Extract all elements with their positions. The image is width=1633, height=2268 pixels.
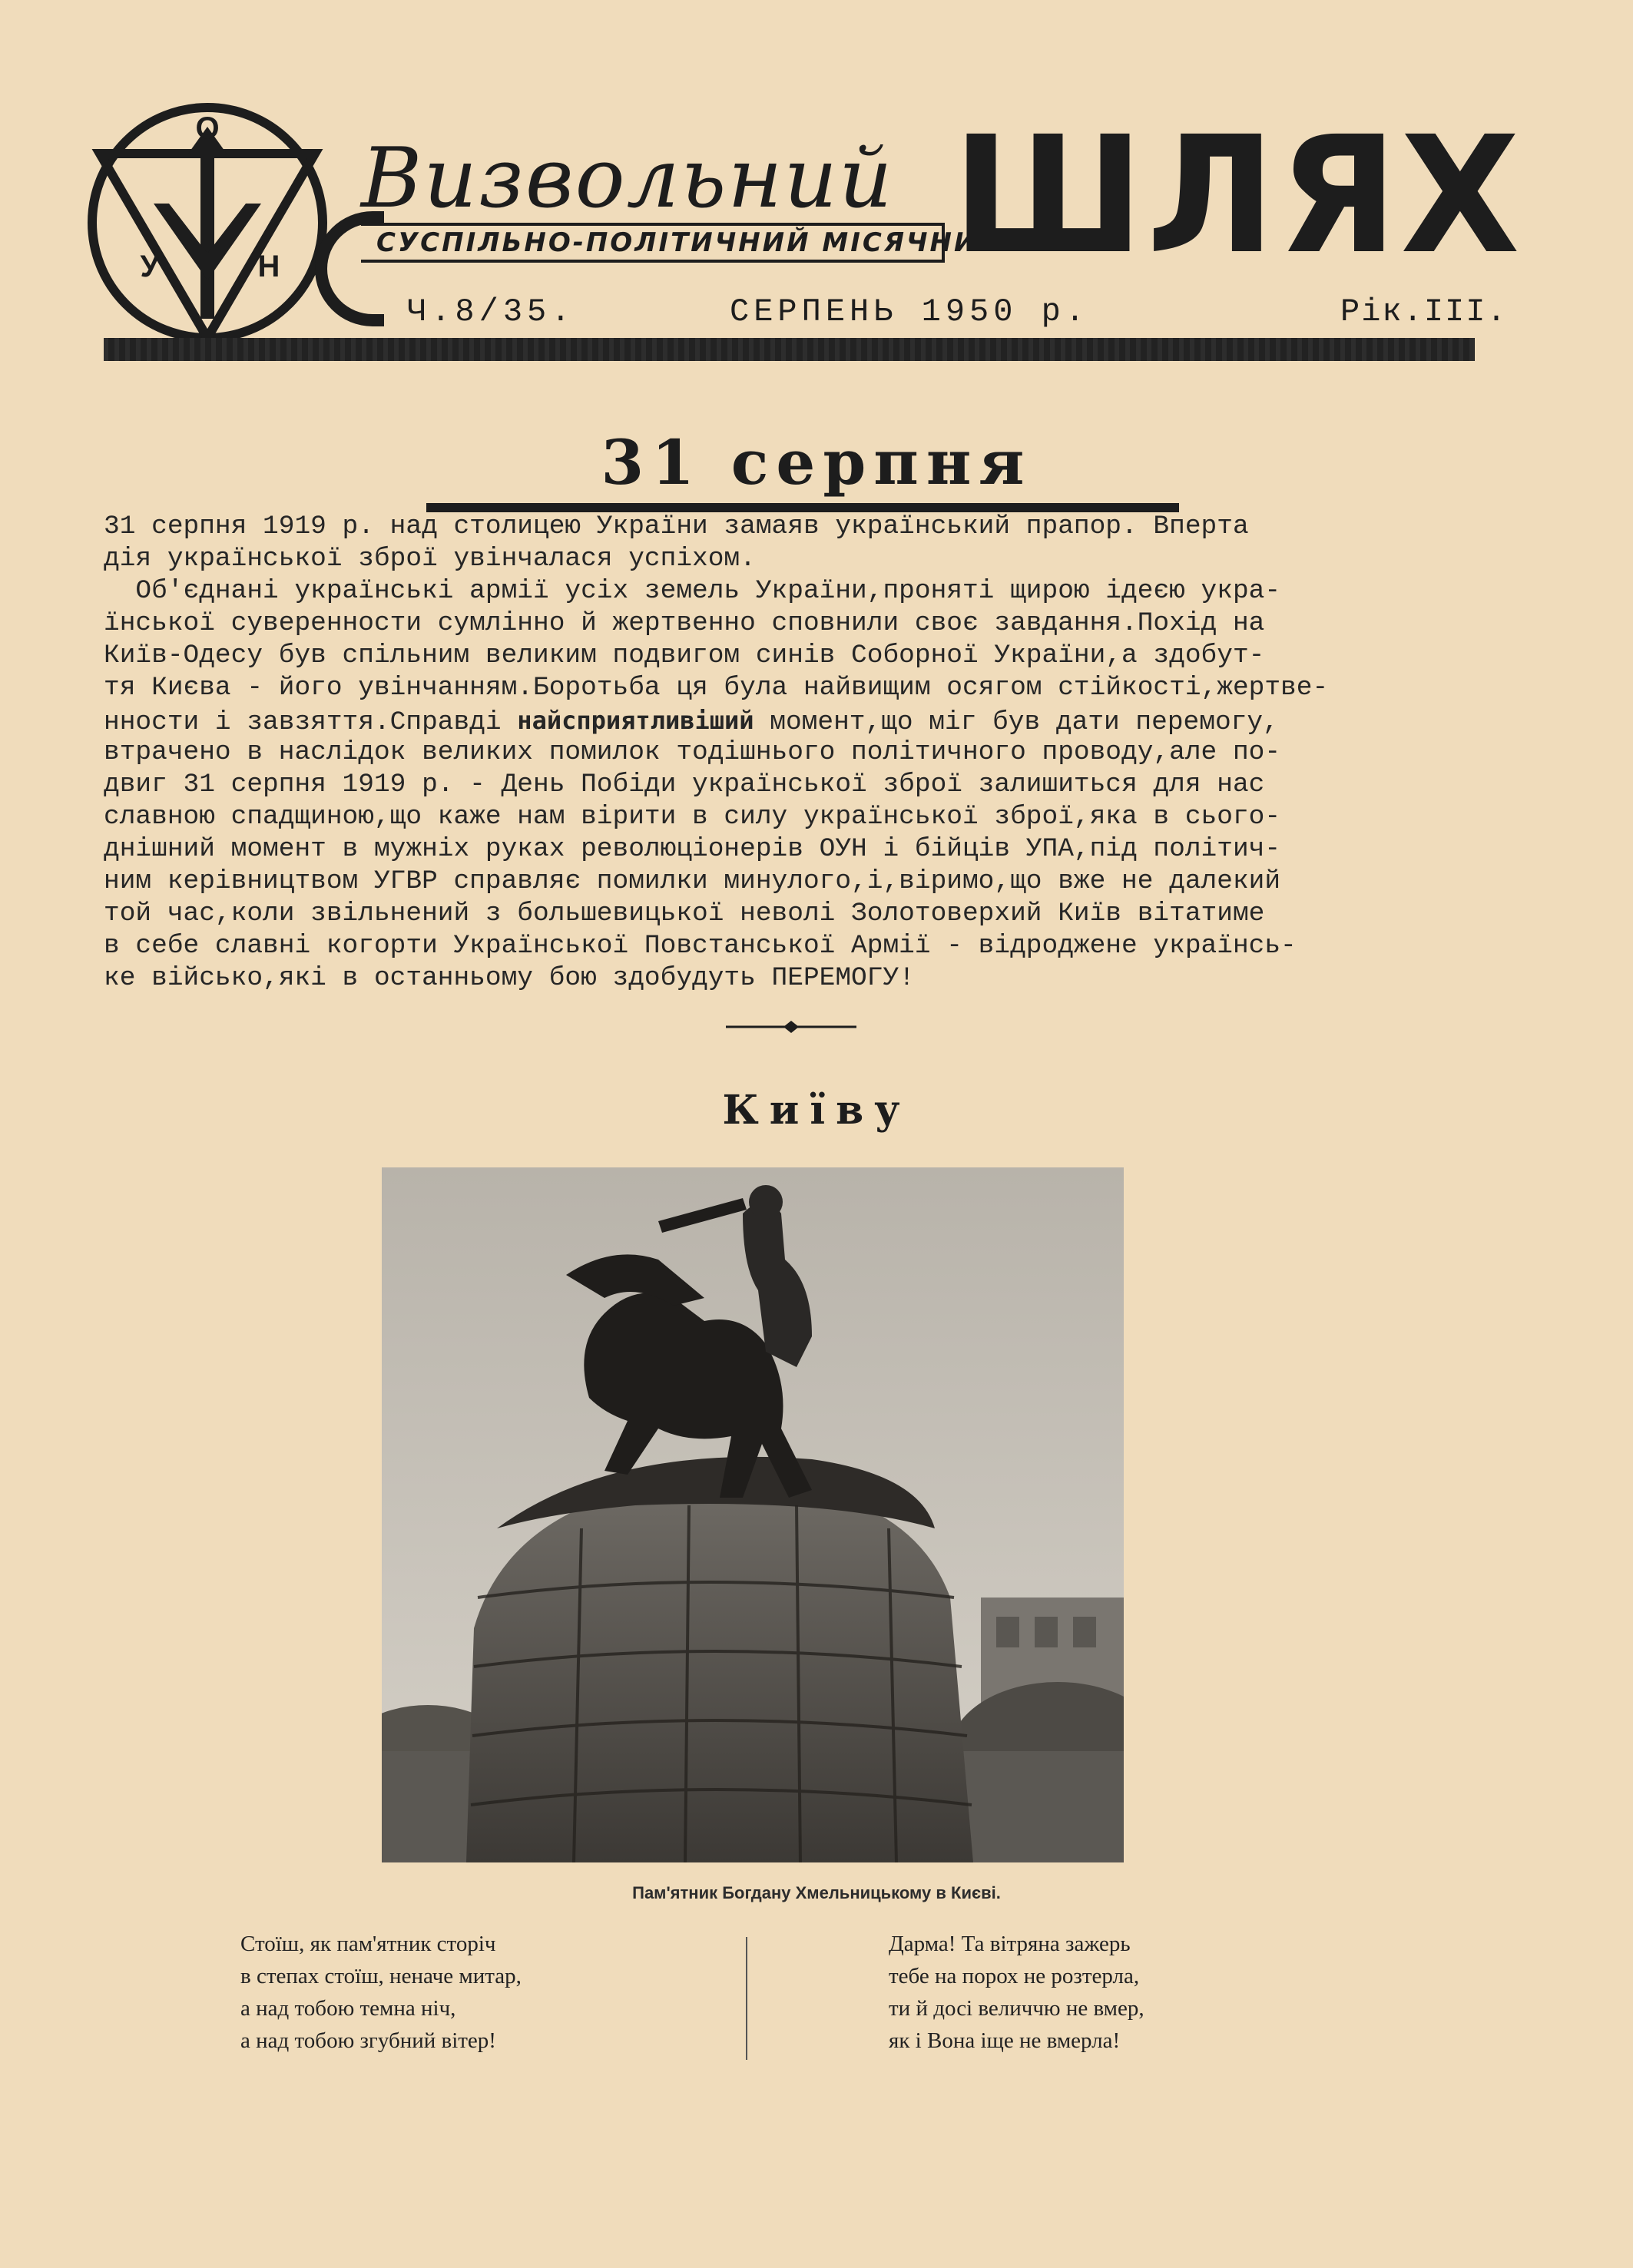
article-emphasis: найсприятливіший — [517, 706, 754, 735]
article-line: 31 серпня 1919 р. над столицею України замаяв український прапор. Вперта — [104, 512, 1249, 541]
article-line: славною спадщиною,що каже нам вірити в силу української зброї,яка в сього- — [104, 802, 1281, 832]
masthead-subtitle: СУСПІЛЬНО-ПОЛІТИЧНИЙ МІСЯЧНИК — [361, 223, 945, 263]
article-body — [104, 511, 1456, 995]
article-line: ним керівництвом УГВР справляє помилки минулого,і,віримо,що вже не далекий — [104, 866, 1281, 896]
article-line: їнської суверенности сумлінно й жертвенно сповнили своє завдання.Похід на — [104, 608, 1265, 638]
article-line: той час,коли звільнений з большевицької неволі Золотоверхий Київ вітатиме — [104, 899, 1265, 929]
issue-year: Рік.III. — [1340, 293, 1508, 330]
masthead-script-title: Визвольний — [361, 131, 894, 227]
poem-line: а над тобою темна ніч, — [240, 1996, 456, 2021]
article-line-part: момент,що міг був дати перемогу, — [754, 707, 1279, 737]
photo-caption: Пам'ятник Богдану Хмельницькому в Києві. — [632, 1883, 1001, 1902]
article-line: дія української зброї увінчалася успіхом. — [104, 544, 756, 574]
masthead-rule — [104, 338, 1475, 361]
poem-line: Дарма! Та вітряна зажерь — [889, 1932, 1131, 1956]
poem-line: тебе на порох не розтерла, — [889, 1964, 1140, 1988]
article-line-part: нности і завзяття.Справді — [104, 707, 518, 737]
article-line: Об'єднані українські армії усіх земель України,пронятi щирою ідеєю укра- — [104, 576, 1281, 606]
poem-divider — [746, 1937, 747, 2060]
issue-date: СЕРПЕНЬ 1950 р. — [730, 293, 1090, 330]
article-line-emphasis — [104, 704, 1456, 737]
article-line: ке військо,які в останньому бою здобудуть ПЕРЕМОГУ! — [104, 963, 915, 993]
emblem-letter-top: О — [195, 111, 220, 145]
poem-right-column — [889, 1928, 1144, 2057]
emblem-letter-right: Н — [257, 250, 280, 283]
article-line: втрачено в наслідок великих помилок тодішнього політичного проводу,але по- — [104, 737, 1281, 767]
poem-line: в степах стоїш, неначе митар, — [240, 1964, 522, 1988]
article-line: днішний момент в мужніх руках революціонерів ОУН і бійців УПА,під політич- — [104, 834, 1281, 864]
article-line: двиг 31 серпня 1919 р. - День Побіди української зброї залишиться для нас — [104, 770, 1265, 800]
article-heading: 31 серпня — [601, 426, 1032, 498]
emblem-letter-left: У — [140, 250, 160, 283]
divider-ornament-icon — [726, 1018, 856, 1036]
masthead-title: ШЛЯХ — [952, 101, 1523, 290]
monument-photo-image — [382, 1167, 1124, 1862]
article-line: в себе славні когорти Української Повстанської Армії - відроджене українсь- — [104, 931, 1297, 961]
oun-trident-emblem-icon — [77, 96, 338, 342]
poem-line: як і Вона іще не вмерла! — [889, 2028, 1121, 2053]
article-line: Київ-Одесу був спільним великим подвигом синів Соборної України,а здобут- — [104, 641, 1265, 670]
section-heading: Київу — [722, 1087, 911, 1134]
issue-number: Ч.8/35. — [407, 293, 575, 330]
poem-line: ти й досі величчю не вмер, — [889, 1996, 1144, 2021]
poem-left-column — [240, 1928, 522, 2057]
monument-photo — [382, 1167, 1124, 1862]
poem-line: а над тобою згубний вітер! — [240, 2028, 496, 2053]
article-line: тя Києва - його увінчанням.Боротьба ця була найвищим осягом стійкості,жертве- — [104, 673, 1329, 703]
poem-line: Стоїш, як пам'ятник сторіч — [240, 1932, 496, 1956]
